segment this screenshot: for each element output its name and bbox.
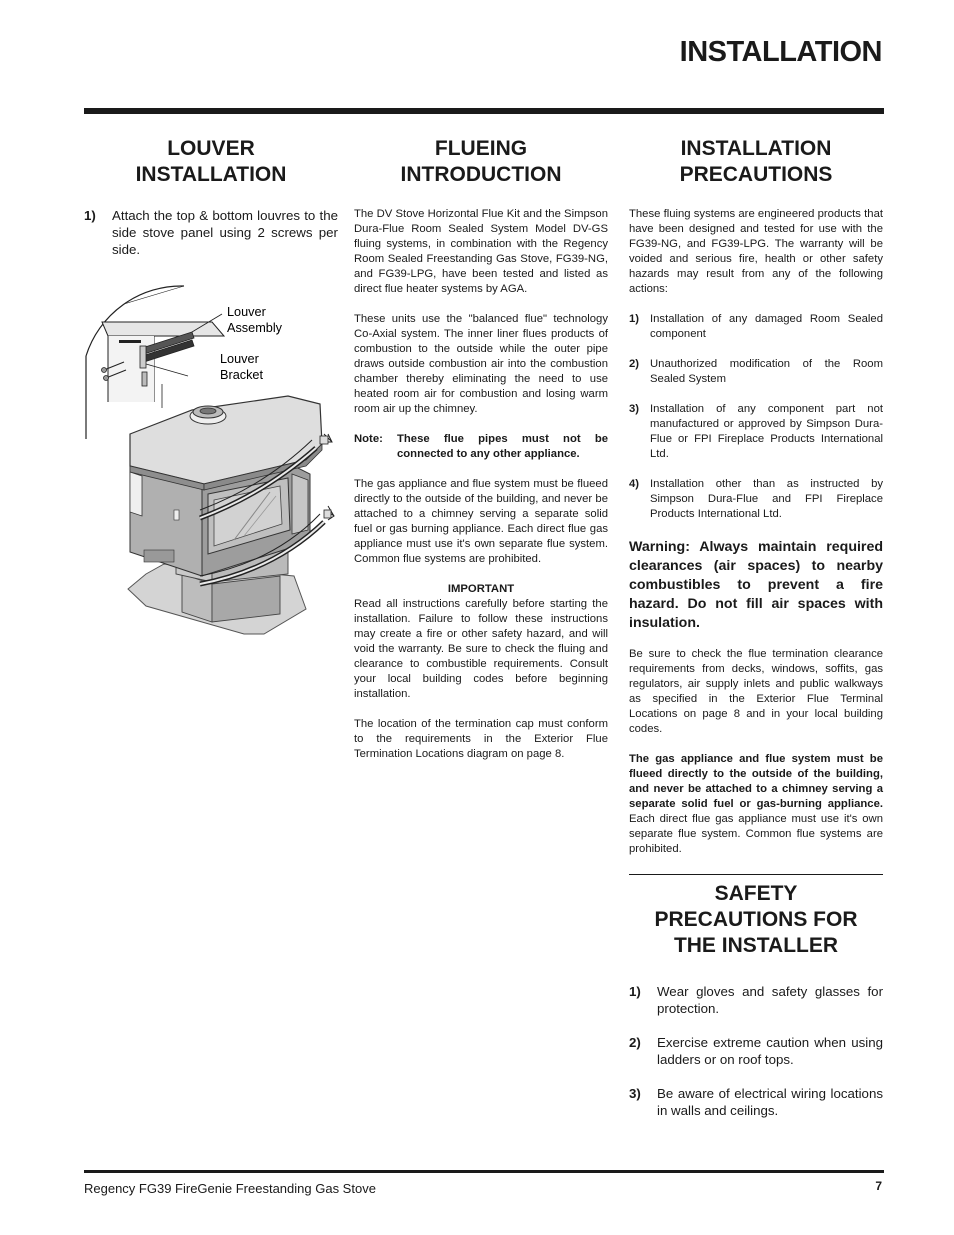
precaution-item: [629, 312, 883, 342]
flueing-heading-line2: INTRODUCTION: [400, 163, 562, 186]
precautions-section: [629, 136, 883, 1119]
safety-heading-line1: SAFETY: [714, 882, 798, 905]
flueing-heading: [354, 136, 608, 188]
page-title: INSTALLATION: [679, 36, 882, 68]
clearance-check-text: Be sure to check the flue termination clearance requirements from decks, windows, soffits, gas regulators, air supply inlets and public walkways as specified in the Exterior Flue Terminal Locations on page 8 and in your local building codes.: [629, 648, 883, 735]
safety-item-number: 2): [629, 1035, 641, 1050]
precaution-item: [629, 357, 883, 387]
louver-step-1: [84, 207, 338, 258]
safety-item: [629, 1034, 883, 1068]
precautions-heading: [629, 136, 883, 188]
stove-body: [128, 396, 334, 634]
flueing-paragraph-4: The location of the termination cap must conform to the requirements in the Exterior Flue Termination Locations diagram on page 8.: [354, 718, 608, 760]
flue-requirement-bold: The gas appliance and flue system must be flueed directly to the outside of the building, and never be attached to a chimney serving a separate solid fuel or gas-burning appliance.: [629, 753, 883, 810]
safety-item-number: 1): [629, 984, 641, 999]
precaution-item-number: 2): [629, 358, 640, 370]
safety-heading-line3: THE INSTALLER: [673, 934, 839, 957]
safety-item: [629, 983, 883, 1017]
footer-rule: [84, 1170, 884, 1173]
precaution-item-text: Installation of any component part not manufactured or approved by Simpson Dura-Flue or FPI Fireplace Products International Ltd.: [650, 403, 883, 460]
safety-heading-line2: PRECAUTIONS FOR: [654, 908, 858, 931]
precaution-item-text: Installation of any damaged Room Sealed component: [650, 313, 883, 340]
safety-item: [629, 1085, 883, 1119]
louver-section: [84, 136, 338, 258]
header-rule: [84, 108, 884, 114]
important-heading: IMPORTANT: [447, 583, 515, 595]
note-text: These flue pipes must not be connected to any other appliance.: [397, 433, 608, 460]
flueing-paragraph-3: The gas appliance and flue system must be flueed directly to the outside of the building, and never be attached to a chimney serving a separate solid fuel or gas burning appliance. Each direct flue gas appliance must use it's own separate flue system. Common flue systems are prohibited.: [354, 478, 608, 565]
precautions-heading-line1: INSTALLATION: [680, 137, 832, 160]
precaution-item: [629, 402, 883, 462]
louver-heading: [84, 136, 338, 188]
precaution-item: [629, 477, 883, 522]
note-label: Note:: [354, 433, 383, 445]
flueing-paragraph-2: These units use the "balanced flue" technology Co-Axial system. The inner liner flues products of combustion to the outside while the outer pipe draws outside combustion air into the combustion chamber thereby eliminating the need to use heated room air for combustion and losing warm room air up the chimney.: [354, 313, 608, 415]
louver-assembly-label-line2: Assembly: [227, 321, 282, 335]
precautions-intro: These fluing systems are engineered products that have been designed and tested for use with the FG39-NG, and FG39-LPG. The warranty will be voided and serious fire, health or other safety hazards may result from any of the following actions:: [629, 208, 883, 295]
safety-item-text: Be aware of electrical wiring locations in walls and ceilings.: [657, 1086, 883, 1118]
flue-requirement-text: [629, 752, 883, 857]
safety-item-number: 3): [629, 1086, 641, 1101]
precaution-item-number: 1): [629, 313, 640, 325]
louver-bracket-label-line1: Louver: [220, 352, 259, 366]
precaution-item-number: 4): [629, 478, 640, 490]
louver-heading-line2: INSTALLATION: [135, 163, 287, 186]
louver-stove-illustration: [84, 284, 354, 644]
safety-item-text: Wear gloves and safety glasses for protection.: [657, 984, 883, 1016]
precaution-item-number: 3): [629, 403, 640, 415]
precaution-item-text: Unauthorized modification of the Room Sealed System: [650, 358, 883, 385]
flueing-paragraph-1: The DV Stove Horizontal Flue Kit and the Simpson Dura-Flue Room Sealed System Model DV-GS fluing systems, in combination with the Regency Room Sealed Freestanding Gas Stove, FG39-NG, and FG39-LPG, have been tested and listed as direct flue heater systems by AGA.: [354, 208, 608, 295]
louver-heading-line1: LOUVER: [167, 137, 255, 160]
important-text: Read all instructions carefully before starting the installation. Failure to follow these instructions may create a fire or other safety hazard, and will void the warranty. Be sure to check the fluing and clearance to combustible requirements. Consult your local building codes before beginning installation.: [354, 598, 608, 700]
louver-assembly-label-line1: Louver: [227, 305, 266, 319]
safety-heading: [629, 881, 883, 959]
precaution-item-text: Installation other than as instructed by Simpson Dura-Flue and FPI Fireplace Products International Ltd.: [650, 478, 883, 520]
flueing-note: [354, 432, 608, 462]
footer-product-name: Regency FG39 FireGenie Freestanding Gas Stove: [84, 1181, 376, 1196]
flueing-heading-line1: FLUEING: [434, 137, 528, 160]
safety-item-text: Exercise extreme caution when using ladders or on roof tops.: [657, 1035, 883, 1067]
louver-step-number: 1): [84, 208, 96, 223]
flue-requirement-normal: Each direct flue gas appliance must use it's own separate flue system. Common flue systems are prohibited.: [629, 813, 883, 855]
louver-bracket-label-line2: Bracket: [220, 368, 264, 382]
flueing-section: [354, 136, 608, 762]
louver-step-text: Attach the top & bottom louvres to the side stove panel using 2 screws per side.: [112, 208, 338, 257]
page-number: 7: [875, 1179, 882, 1193]
precautions-heading-line2: PRECAUTIONS: [679, 163, 833, 186]
clearance-warning: Warning: Always maintain required clearances (air spaces) to nearby combustibles to prevent a fire hazard. Do not fill air spaces with insulation.: [629, 539, 883, 631]
